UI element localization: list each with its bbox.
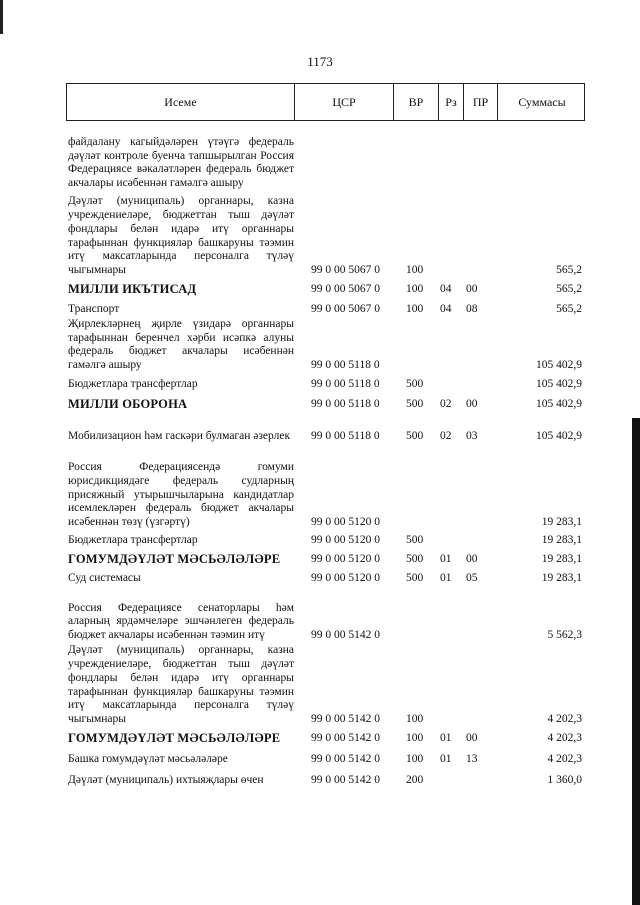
row-pr: 08 [466, 303, 478, 316]
row-csr: 99 0 00 5142 0 [311, 713, 380, 726]
table-row [0, 444, 640, 530]
row-name: Транспорт [68, 303, 120, 316]
table-row [0, 373, 640, 392]
table-row [0, 412, 640, 444]
header-csr: ЦСР [295, 84, 394, 120]
row-rz: 01 [440, 572, 452, 585]
row-vr: 100 [406, 283, 424, 296]
table-row [0, 317, 640, 373]
page-number: 1173 [307, 54, 333, 69]
row-pr: 00 [466, 732, 478, 745]
table-row [0, 530, 640, 548]
table-row [0, 121, 640, 191]
row-vr: 100 [406, 303, 424, 316]
header-vr: ВР [394, 84, 439, 120]
row-csr: 99 0 00 5142 0 [311, 753, 380, 766]
row-csr: 99 0 00 5120 0 [311, 516, 380, 529]
header-rz: Рз [439, 84, 464, 120]
row-rz: 04 [440, 303, 452, 316]
row-name: ГОМУМДӘҮЛӘТ МӘСЬӘЛӘЛӘРЕ [68, 552, 281, 567]
row-name: МИЛЛИ ОБОРОНА [68, 397, 188, 412]
row-pr: 13 [466, 753, 478, 766]
row-name: Мобилизацион һәм гаскәри булмаган әзерлек [68, 430, 291, 443]
row-pr: 00 [466, 283, 478, 296]
row-csr: 99 0 00 5118 0 [311, 430, 380, 443]
row-rz: 01 [440, 753, 452, 766]
row-csr: 99 0 00 5120 0 [311, 572, 380, 585]
row-vr: 500 [406, 398, 424, 411]
table-row [0, 297, 640, 317]
row-vr: 500 [406, 534, 424, 547]
row-rz: 04 [440, 283, 452, 296]
row-sum: 5 562,3 [547, 629, 582, 642]
row-sum: 565,2 [556, 264, 582, 277]
table-row [0, 727, 640, 746]
row-pr: 03 [466, 430, 478, 443]
row-pr: 00 [466, 398, 478, 411]
row-name: Бюджетлара трансфертлар [68, 378, 198, 391]
row-name: Суд системасы [68, 572, 141, 585]
row-vr: 500 [406, 572, 424, 585]
row-rz: 01 [440, 732, 452, 745]
row-name: файдалану кагыйдәләрен үтәүгә федераль дәүләт контроле буенча тапшырылган Россия Федерациясе вәкаләтләрен федераль бюджет акчалары исәбеннән гамәлгә ашыру [68, 135, 294, 190]
table-row [0, 746, 640, 767]
row-sum: 19 283,1 [541, 534, 582, 547]
row-sum: 19 283,1 [541, 572, 582, 585]
row-vr: 100 [406, 264, 424, 277]
row-pr: 05 [466, 572, 478, 585]
row-csr: 99 0 00 5120 0 [311, 553, 380, 566]
row-name: Россия Федерациясе сенаторлары һәм аларның ярдәмчеләре эшчәнлеген федераль бюджет акчалары исәбеннән тәэмин итү [68, 601, 294, 642]
row-sum: 19 283,1 [541, 516, 582, 529]
table-row [0, 278, 640, 297]
table-row [0, 586, 640, 643]
row-rz: 01 [440, 553, 452, 566]
row-csr: 99 0 00 5067 0 [311, 264, 380, 277]
row-rz: 02 [440, 430, 452, 443]
row-sum: 4 202,3 [547, 753, 582, 766]
header-sum: Суммасы [518, 94, 566, 109]
row-csr: 99 0 00 5067 0 [311, 283, 380, 296]
row-csr: 99 0 00 5142 0 [311, 629, 380, 642]
row-vr: 200 [406, 774, 424, 787]
row-csr: 99 0 00 5118 0 [311, 378, 380, 391]
row-vr: 100 [406, 732, 424, 745]
scan-edge-mark [0, 0, 3, 34]
table-body [0, 121, 640, 788]
table-header [66, 83, 585, 121]
table-row [0, 643, 640, 727]
row-vr: 500 [406, 430, 424, 443]
row-name: ГОМУМДӘҮЛӘТ МӘСЬӘЛӘЛӘРЕ [68, 731, 281, 746]
header-pr: ПР [464, 84, 498, 120]
row-sum: 4 202,3 [547, 732, 582, 745]
row-sum: 105 402,9 [536, 378, 582, 391]
table-row [0, 191, 640, 278]
row-sum: 1 360,0 [547, 774, 582, 787]
row-csr: 99 0 00 5142 0 [311, 732, 380, 745]
row-name: Башка гомумдәүләт мәсьәләләре [68, 753, 228, 766]
row-name: Россия Федерациясендә гомуми юрисдикциядәге федераль судларның присяжный утырышчыларына кандидатлар исемлекләрен федераль бюджет акчалары исәбеннән төзү (үзгәртү) [68, 461, 294, 529]
row-name: Дәүләт (муниципаль) органнары, казна учреждениеләре, бюджеттан тыш дәүләт фондлары белән идарә итү органнары тарафыннан функцияләр башкаруны тәэмин итү максатларында персоналга түләү чыгымнары [68, 195, 294, 277]
row-csr: 99 0 00 5067 0 [311, 303, 380, 316]
row-sum: 105 402,9 [536, 430, 582, 443]
row-name: Дәүләт (муниципаль) ихтыяҗлары өчен [68, 774, 264, 787]
row-csr: 99 0 00 5120 0 [311, 534, 380, 547]
row-csr: 99 0 00 5118 0 [311, 398, 380, 411]
table-row [0, 767, 640, 788]
table-row [0, 567, 640, 586]
row-csr: 99 0 00 5142 0 [311, 774, 380, 787]
row-csr: 99 0 00 5118 0 [311, 359, 380, 372]
row-sum: 565,2 [556, 303, 582, 316]
row-name: МИЛЛИ ИКЪТИСАД [68, 282, 197, 297]
row-vr: 500 [406, 553, 424, 566]
row-vr: 100 [406, 713, 424, 726]
row-name: Җирлекләрнең җирле үзидарә органнары тарафыннан беренчел хәрби исәпкә алуны федераль бюджет акчалары исәбеннән гамәлгә ашыру [68, 317, 294, 372]
row-sum: 105 402,9 [536, 359, 582, 372]
row-sum: 565,2 [556, 283, 582, 296]
row-vr: 500 [406, 378, 424, 391]
row-pr: 00 [466, 553, 478, 566]
row-name: Бюджетлара трансфертлар [68, 534, 198, 547]
row-vr: 100 [406, 753, 424, 766]
table-row [0, 548, 640, 567]
row-sum: 4 202,3 [547, 713, 582, 726]
row-sum: 19 283,1 [541, 553, 582, 566]
row-name: Дәүләт (муниципаль) органнары, казна учреждениеләре, бюджеттан тыш дәүләт фондлары белән идарә итү органнары тарафыннан функцияләр башкаруны тәэмин итү максатларында персоналга түләү чыгымнары [68, 644, 294, 726]
row-sum: 105 402,9 [536, 398, 582, 411]
table-row [0, 392, 640, 412]
row-rz: 02 [440, 398, 452, 411]
header-name: Исеме [67, 84, 295, 120]
